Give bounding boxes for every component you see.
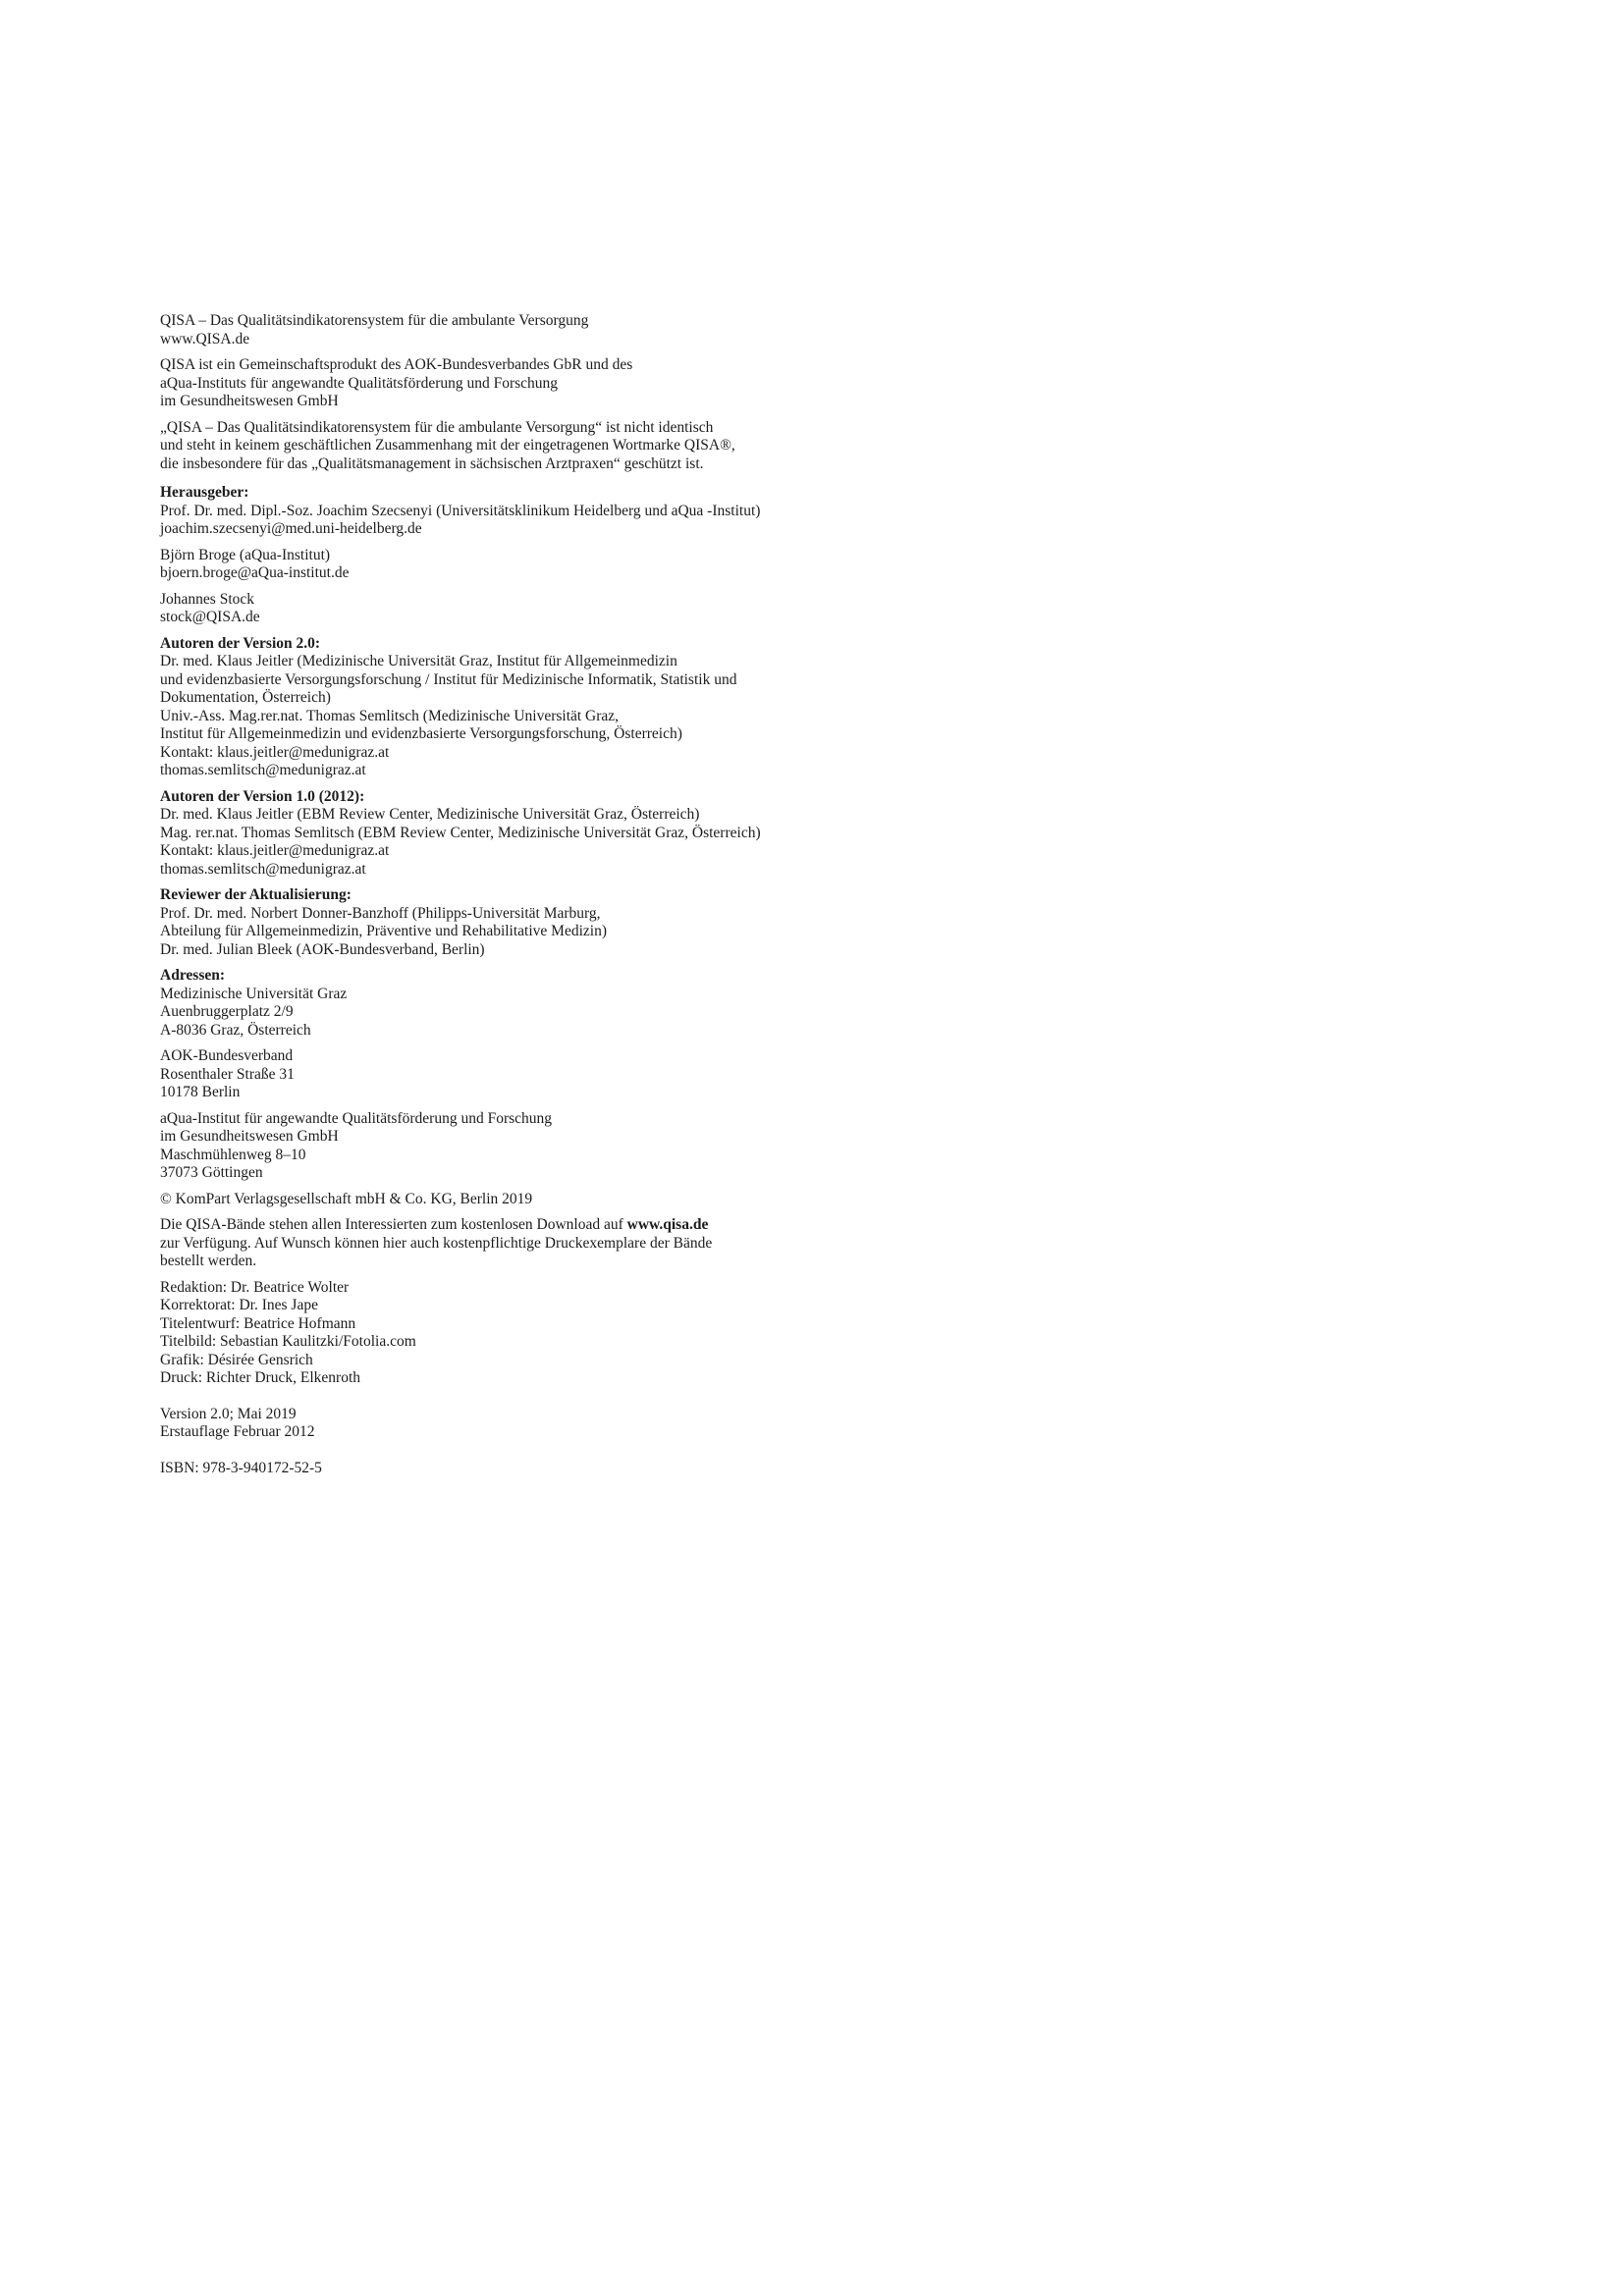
text-line xyxy=(160,503,1467,521)
text-line xyxy=(160,653,1467,671)
text-segment: Druck: Richter Druck, Elkenroth xyxy=(160,1369,361,1386)
text-segment: thomas.semlitsch@medunigraz.at xyxy=(160,860,366,878)
text-segment: die insbesondere für das „Qualitätsmanagement in sächsischen Arztpraxen“ geschützt ist. xyxy=(160,454,704,472)
text-line xyxy=(160,419,1467,438)
isbn xyxy=(160,1460,1467,1478)
text-segment: Johannes Stock xyxy=(160,590,255,608)
text-line xyxy=(160,1333,1467,1352)
text-line xyxy=(160,1022,1467,1041)
text-segment: und steht in keinem geschäftlichen Zusammenhang mit der eingetragenen Wortmarke QISA®, xyxy=(160,437,735,454)
text-segment: © KomPart Verlagsgesellschaft mbH & Co. KG, Berlin 2019 xyxy=(160,1190,533,1207)
text-line xyxy=(160,331,1467,349)
text-line xyxy=(160,762,1467,780)
text-line xyxy=(160,1279,1467,1298)
text-segment: Korrektorat: Dr. Ines Jape xyxy=(160,1297,318,1313)
text-segment: Prof. Dr. med. Norbert Donner-Banzhoff (Philipps-Universität Marburg, xyxy=(160,904,601,922)
text-line xyxy=(160,1216,1467,1235)
text-segment: bestellt werden. xyxy=(160,1253,257,1269)
text-segment: Maschmühlenweg 8–10 xyxy=(160,1146,306,1163)
text-line xyxy=(160,564,1467,583)
text-line xyxy=(160,1147,1467,1165)
text-line xyxy=(160,375,1467,394)
text-segment: Version 2.0; Mai 2019 xyxy=(160,1405,297,1422)
text-segment: Die QISA-Bände stehen allen Interessierten zum kostenlosen Download auf xyxy=(160,1216,627,1233)
text-line xyxy=(160,708,1467,726)
text-line xyxy=(160,312,1467,331)
text-segment: A-8036 Graz, Österreich xyxy=(160,1021,311,1039)
text-line xyxy=(160,1253,1467,1271)
text-line xyxy=(160,825,1467,843)
text-segment: ISBN: 978-3-940172-52-5 xyxy=(160,1459,322,1476)
text-line xyxy=(160,689,1467,708)
bold-text-segment: Herausgeber: xyxy=(160,484,249,501)
text-line xyxy=(160,1066,1467,1085)
text-line xyxy=(160,725,1467,744)
text-line xyxy=(160,1352,1467,1370)
text-line xyxy=(160,1423,1467,1442)
text-line xyxy=(160,986,1467,1004)
text-segment: www.QISA.de xyxy=(160,330,250,347)
text-segment: Titelentwurf: Beatrice Hofmann xyxy=(160,1314,356,1332)
text-line xyxy=(160,923,1467,941)
text-line xyxy=(160,455,1467,474)
credits xyxy=(160,1279,1467,1388)
reviewer xyxy=(160,886,1467,959)
text-line xyxy=(160,967,1467,986)
bold-text-segment: Autoren der Version 1.0 (2012): xyxy=(160,787,365,805)
herausgeber-stock xyxy=(160,591,1467,627)
bold-text-segment: Adressen: xyxy=(160,967,226,984)
text-segment: aQua-Institut für angewandte Qualitätsförderung und Forschung xyxy=(160,1109,553,1127)
text-line xyxy=(160,1164,1467,1183)
text-segment: bjoern.broge@aQua-institut.de xyxy=(160,564,350,581)
text-line xyxy=(160,1047,1467,1066)
text-line xyxy=(160,1460,1467,1478)
text-line xyxy=(160,1191,1467,1209)
text-segment: Titelbild: Sebastian Kaulitzki/Fotolia.com xyxy=(160,1333,416,1350)
adressen-aok xyxy=(160,1047,1467,1102)
text-segment: Erstauflage Februar 2012 xyxy=(160,1423,315,1440)
text-segment: Redaktion: Dr. Beatrice Wolter xyxy=(160,1278,350,1296)
text-line xyxy=(160,1128,1467,1147)
herausgeber xyxy=(160,484,1467,539)
text-segment: 37073 Göttingen xyxy=(160,1164,263,1181)
text-line xyxy=(160,591,1467,610)
text-line xyxy=(160,1235,1467,1254)
text-line xyxy=(160,1003,1467,1022)
bold-text-segment: www.qisa.de xyxy=(626,1216,709,1233)
text-segment: Auenbruggerplatz 2/9 xyxy=(160,1003,294,1020)
text-segment: Dr. med. Julian Bleek (AOK-Bundesverband, Berlin) xyxy=(160,940,485,958)
text-segment: Abteilung für Allgemeinmedizin, Präventive und Rehabilitative Medizin) xyxy=(160,923,607,939)
download-note xyxy=(160,1216,1467,1271)
text-line xyxy=(160,842,1467,861)
text-segment: QISA – Das Qualitätsindikatorensystem für die ambulante Versorgung xyxy=(160,312,589,329)
adressen-aqua xyxy=(160,1110,1467,1183)
text-segment: Kontakt: klaus.jeitler@medunigraz.at xyxy=(160,842,390,859)
text-segment: Dr. med. Klaus Jeitler (Medizinische Universität Graz, Institut für Allgemeinmedizin xyxy=(160,653,677,669)
text-line xyxy=(160,437,1467,455)
text-line xyxy=(160,788,1467,807)
text-segment: Prof. Dr. med. Dipl.-Soz. Joachim Szecsenyi (Universitätsklinikum Heidelberg und aQua -Institut) xyxy=(160,502,761,519)
version-info xyxy=(160,1406,1467,1442)
text-segment: Dokumentation, Österreich) xyxy=(160,689,331,706)
text-line xyxy=(160,635,1467,654)
autoren-version-1 xyxy=(160,788,1467,880)
text-line xyxy=(160,520,1467,539)
text-segment: Rosenthaler Straße 31 xyxy=(160,1065,295,1083)
text-line xyxy=(160,609,1467,627)
text-line xyxy=(160,484,1467,503)
text-line xyxy=(160,1297,1467,1315)
bold-text-segment: Reviewer der Aktualisierung: xyxy=(160,886,352,903)
text-line xyxy=(160,1315,1467,1334)
autoren-version-2 xyxy=(160,635,1467,780)
text-line xyxy=(160,1084,1467,1102)
text-line xyxy=(160,886,1467,905)
text-segment: zur Verfügung. Auf Wunsch können hier auch kostenpflichtige Druckexemplare der Bände xyxy=(160,1234,713,1252)
text-line xyxy=(160,744,1467,763)
text-line xyxy=(160,1406,1467,1424)
text-line xyxy=(160,861,1467,880)
text-segment: im Gesundheitswesen GmbH xyxy=(160,393,339,409)
text-segment: Björn Broge (aQua-Institut) xyxy=(160,546,331,563)
text-segment: thomas.semlitsch@medunigraz.at xyxy=(160,762,366,778)
text-segment: Mag. rer.nat. Thomas Semlitsch (EBM Review Center, Medizinische Universität Graz, Österreich) xyxy=(160,824,761,841)
text-line xyxy=(160,1110,1467,1129)
herausgeber-broge xyxy=(160,547,1467,583)
text-segment: joachim.szecsenyi@med.uni-heidelberg.de xyxy=(160,520,422,537)
bold-text-segment: Autoren der Version 2.0: xyxy=(160,634,321,652)
text-segment: Dr. med. Klaus Jeitler (EBM Review Center, Medizinische Universität Graz, Österreich) xyxy=(160,806,700,823)
trademark-note xyxy=(160,419,1467,474)
text-segment: stock@QISA.de xyxy=(160,609,260,625)
adressen-graz xyxy=(160,967,1467,1040)
text-line xyxy=(160,547,1467,565)
text-segment: AOK-Bundesverband xyxy=(160,1047,294,1064)
text-segment: Grafik: Désirée Gensrich xyxy=(160,1351,313,1368)
text-segment: Univ.-Ass. Mag.rer.nat. Thomas Semlitsch (Medizinische Universität Graz, xyxy=(160,707,620,724)
text-segment: QISA ist ein Gemeinschaftsprodukt des AOK-Bundesverbandes GbR und des xyxy=(160,356,633,373)
product-title xyxy=(160,312,1467,348)
text-line xyxy=(160,806,1467,825)
text-line xyxy=(160,393,1467,411)
text-segment: 10178 Berlin xyxy=(160,1084,241,1100)
text-segment: im Gesundheitswesen GmbH xyxy=(160,1128,339,1145)
text-line xyxy=(160,905,1467,924)
text-segment: Medizinische Universität Graz xyxy=(160,985,348,1002)
text-segment: aQua-Instituts für angewandte Qualitätsförderung und Forschung xyxy=(160,374,559,392)
text-segment: Kontakt: klaus.jeitler@medunigraz.at xyxy=(160,743,390,761)
imprint-content xyxy=(160,312,1467,1477)
text-segment: und evidenzbasierte Versorgungsforschung / Institut für Medizinische Informatik, Statistik und xyxy=(160,670,737,688)
text-segment: „QISA – Das Qualitätsindikatorensystem für die ambulante Versorgung“ ist nicht identisch xyxy=(160,418,714,436)
text-line xyxy=(160,941,1467,960)
text-line xyxy=(160,356,1467,375)
text-line xyxy=(160,671,1467,690)
text-segment: Institut für Allgemeinmedizin und evidenzbasierte Versorgungsforschung, Österreich) xyxy=(160,725,682,742)
text-line xyxy=(160,1369,1467,1388)
copyright xyxy=(160,1191,1467,1209)
product-description xyxy=(160,356,1467,411)
